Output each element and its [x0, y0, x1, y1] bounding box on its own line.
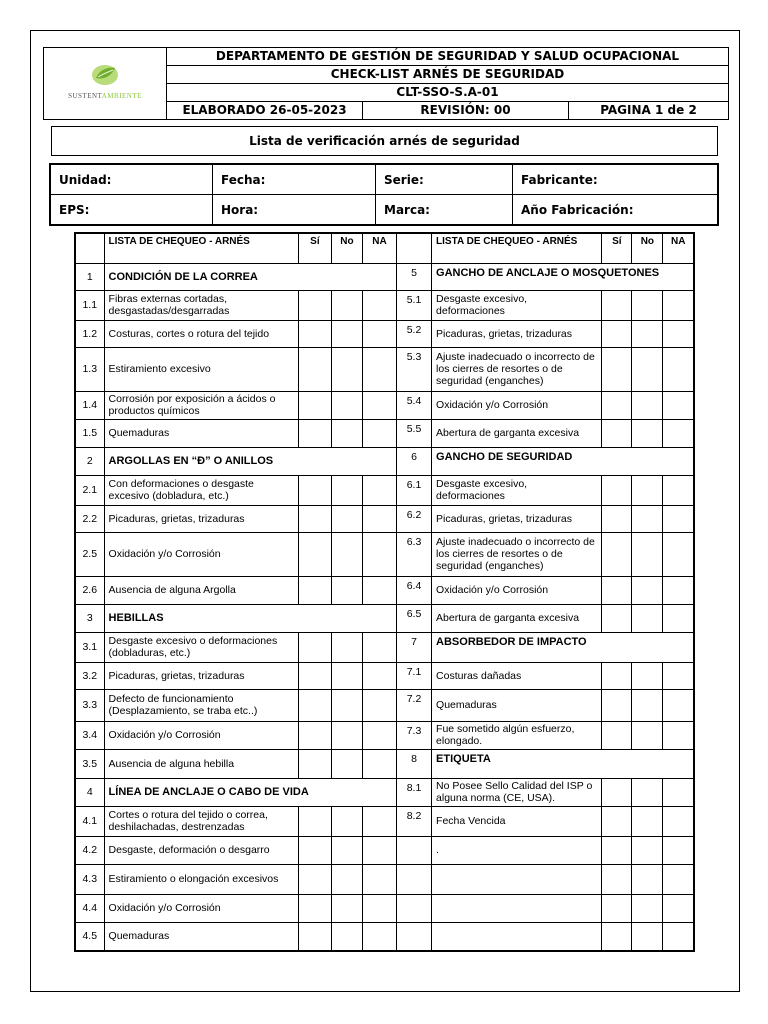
checklist-row [75, 320, 694, 347]
check-na-left[interactable] [362, 347, 396, 391]
item-text-right: No Posee Sello Calidad del ISP o alguna norma (CE, USA). [432, 778, 602, 806]
check-no-right[interactable] [632, 778, 663, 806]
fecha-field[interactable]: Fecha: [213, 164, 376, 195]
check-na-right[interactable] [663, 505, 694, 532]
item-number-left: 3.2 [75, 662, 104, 689]
check-na-right[interactable] [663, 778, 694, 806]
item-number-left: 3.1 [75, 632, 104, 662]
check-no-right[interactable] [632, 894, 663, 922]
check-si-left[interactable] [298, 505, 331, 532]
item-text-left: Defecto de funcionamiento (Desplazamiento, se traba etc..) [104, 689, 298, 721]
item-text-right [432, 922, 602, 951]
check-si-right[interactable] [602, 662, 632, 689]
item-number-right [397, 864, 432, 894]
item-number-left: 2.2 [75, 505, 104, 532]
item-number-left: 3.4 [75, 721, 104, 749]
check-no-right[interactable] [632, 721, 663, 749]
check-no-left[interactable] [331, 864, 362, 894]
check-si-right[interactable] [602, 347, 632, 391]
item-number-left: 4.5 [75, 922, 104, 951]
item-number-left: 1.1 [75, 290, 104, 320]
checklist-row [75, 576, 694, 604]
check-si-left[interactable] [298, 836, 331, 864]
check-na-left[interactable] [362, 532, 396, 576]
check-na-left[interactable] [362, 320, 396, 347]
section-title-left: LÍNEA DE ANCLAJE O CABO DE VIDA [104, 778, 396, 806]
item-text-left: Estiramiento excesivo [104, 347, 298, 391]
checklist-row [75, 689, 694, 721]
section-title-right: ETIQUETA [432, 749, 694, 778]
check-no-right[interactable] [632, 604, 663, 632]
checklist-row [75, 447, 694, 475]
item-text-right: . [432, 836, 602, 864]
checklist-row [75, 836, 694, 864]
section-title-left: CONDICIÓN DE LA CORREA [104, 263, 396, 290]
item-text-right [432, 894, 602, 922]
company-logo: SUSTENTAMBIENTE [44, 48, 167, 120]
check-no-left[interactable] [331, 806, 362, 836]
item-text-right: Fecha Vencida [432, 806, 602, 836]
check-no-right[interactable] [632, 532, 663, 576]
check-no-right[interactable] [632, 576, 663, 604]
check-na-left[interactable] [362, 632, 396, 662]
item-number-right: 7 [397, 632, 432, 662]
check-no-right[interactable] [632, 347, 663, 391]
item-text-right: Desgaste excesivo, deformaciones [432, 475, 602, 505]
checklist-row [75, 263, 694, 290]
checklist-row [75, 778, 694, 806]
check-na-right[interactable] [663, 806, 694, 836]
item-number-right: 6.2 [397, 505, 432, 532]
item-number-left: 3.3 [75, 689, 104, 721]
check-na-left[interactable] [362, 721, 396, 749]
check-si-left[interactable] [298, 532, 331, 576]
item-number-left: 4.1 [75, 806, 104, 836]
check-no-left[interactable] [331, 749, 362, 778]
hora-field[interactable]: Hora: [213, 195, 376, 226]
col-si-left: Sí [298, 233, 331, 263]
check-no-right[interactable] [632, 419, 663, 447]
check-na-left[interactable] [362, 689, 396, 721]
check-no-right[interactable] [632, 505, 663, 532]
item-text-left: Desgaste, deformación o desgarro [104, 836, 298, 864]
checklist-title: CHECK-LIST ARNÉS DE SEGURIDAD [167, 66, 729, 84]
anio-fabricacion-field[interactable]: Año Fabricación: [513, 195, 719, 226]
check-na-right[interactable] [663, 419, 694, 447]
checklist-row [75, 475, 694, 505]
check-na-right[interactable] [663, 347, 694, 391]
item-number-left: 2.6 [75, 576, 104, 604]
item-number-left: 1.4 [75, 391, 104, 419]
item-number-right: 7.3 [397, 721, 432, 749]
checklist-row [75, 604, 694, 632]
check-si-right[interactable] [602, 532, 632, 576]
item-number-right [397, 836, 432, 864]
check-na-left[interactable] [362, 475, 396, 505]
item-text-right: Ajuste inadecuado o incorrecto de los cierres de resortes o de seguridad (enganches) [432, 347, 602, 391]
item-text-left: Picaduras, grietas, trizaduras [104, 662, 298, 689]
check-na-left[interactable] [362, 836, 396, 864]
col-num-right [397, 233, 432, 263]
checklist-row [75, 749, 694, 778]
check-si-right[interactable] [602, 721, 632, 749]
check-si-left[interactable] [298, 662, 331, 689]
item-text-left: Con deformaciones o desgaste excesivo (dobladura, etc.) [104, 475, 298, 505]
col-no-left: No [331, 233, 362, 263]
section-title-right: ABSORBEDOR DE IMPACTO [432, 632, 694, 662]
check-si-right[interactable] [602, 689, 632, 721]
item-text-left: Oxidación y/o Corrosión [104, 894, 298, 922]
check-si-right[interactable] [602, 290, 632, 320]
check-na-right[interactable] [663, 604, 694, 632]
checklist-row [75, 347, 694, 391]
check-na-right[interactable] [663, 576, 694, 604]
check-no-left[interactable] [331, 347, 362, 391]
check-na-left[interactable] [362, 505, 396, 532]
col-no-right: No [632, 233, 663, 263]
item-number-right: 6.5 [397, 604, 432, 632]
item-number-right: 5.5 [397, 419, 432, 447]
item-number-right: 5 [397, 263, 432, 290]
check-no-left[interactable] [331, 505, 362, 532]
check-si-right[interactable] [602, 836, 632, 864]
revision-number: REVISIÓN: 00 [363, 102, 569, 120]
item-text-left: Ausencia de alguna hebilla [104, 749, 298, 778]
check-si-left[interactable] [298, 475, 331, 505]
item-number-left: 2 [75, 447, 104, 475]
check-no-left[interactable] [331, 576, 362, 604]
check-na-right[interactable] [663, 836, 694, 864]
check-si-left[interactable] [298, 894, 331, 922]
checklist-row [75, 419, 694, 447]
item-number-left: 2.1 [75, 475, 104, 505]
check-na-left[interactable] [362, 749, 396, 778]
item-text-right: Costuras dañadas [432, 662, 602, 689]
check-no-left[interactable] [331, 922, 362, 951]
check-no-right[interactable] [632, 836, 663, 864]
check-na-left[interactable] [362, 419, 396, 447]
check-si-left[interactable] [298, 290, 331, 320]
item-text-right: Abertura de garganta excesiva [432, 419, 602, 447]
item-number-right: 5.1 [397, 290, 432, 320]
check-na-right[interactable] [663, 662, 694, 689]
check-si-right[interactable] [602, 419, 632, 447]
col-si-right: Sí [602, 233, 632, 263]
item-number-left: 4.4 [75, 894, 104, 922]
check-si-left[interactable] [298, 749, 331, 778]
item-text-right: Picaduras, grietas, trizaduras [432, 505, 602, 532]
item-number-right: 8.1 [397, 778, 432, 806]
check-no-left[interactable] [331, 689, 362, 721]
check-no-left[interactable] [331, 836, 362, 864]
item-number-right: 7.2 [397, 689, 432, 721]
col-item-right: LISTA DE CHEQUEO - ARNÉS [432, 233, 602, 263]
section-title-left: HEBILLAS [104, 604, 396, 632]
check-na-left[interactable] [362, 662, 396, 689]
item-number-right: 8 [397, 749, 432, 778]
item-text-left: Picaduras, grietas, trizaduras [104, 505, 298, 532]
item-text-right: Quemaduras [432, 689, 602, 721]
check-na-left[interactable] [362, 290, 396, 320]
checklist-header-row [75, 233, 694, 263]
item-text-left: Oxidación y/o Corrosión [104, 721, 298, 749]
check-no-left[interactable] [331, 475, 362, 505]
check-si-left[interactable] [298, 864, 331, 894]
item-number-right: 6.4 [397, 576, 432, 604]
check-si-right[interactable] [602, 864, 632, 894]
checklist-row [75, 894, 694, 922]
item-number-left: 3.5 [75, 749, 104, 778]
section-title-right: GANCHO DE ANCLAJE O MOSQUETONES [432, 263, 694, 290]
marca-field[interactable]: Marca: [376, 195, 513, 226]
item-number-right: 5.4 [397, 391, 432, 419]
check-na-left[interactable] [362, 391, 396, 419]
item-text-left: Quemaduras [104, 419, 298, 447]
check-si-left[interactable] [298, 576, 331, 604]
check-no-right[interactable] [632, 922, 663, 951]
item-number-right: 5.3 [397, 347, 432, 391]
checklist-table [74, 232, 695, 952]
item-text-left: Estiramiento o elongación excesivos [104, 864, 298, 894]
list-title: Lista de verificación arnés de seguridad [51, 126, 718, 156]
item-text-left: Cortes o rotura del tejido o correa, deshilachadas, destrenzadas [104, 806, 298, 836]
item-text-right: Desgaste excesivo, deformaciones [432, 290, 602, 320]
check-si-left[interactable] [298, 320, 331, 347]
check-no-left[interactable] [331, 290, 362, 320]
check-si-right[interactable] [602, 320, 632, 347]
check-no-right[interactable] [632, 475, 663, 505]
check-no-right[interactable] [632, 864, 663, 894]
checklist-row [75, 532, 694, 576]
item-text-left: Quemaduras [104, 922, 298, 951]
check-si-left[interactable] [298, 347, 331, 391]
document-page [30, 30, 740, 992]
item-text-left: Corrosión por exposición a ácidos o productos químicos [104, 391, 298, 419]
department-title: DEPARTAMENTO DE GESTIÓN DE SEGURIDAD Y SALUD OCUPACIONAL [167, 48, 729, 66]
check-na-right[interactable] [663, 290, 694, 320]
checklist-row [75, 505, 694, 532]
check-si-right[interactable] [602, 391, 632, 419]
item-number-right: 6.1 [397, 475, 432, 505]
check-no-left[interactable] [331, 894, 362, 922]
info-fields [49, 163, 719, 226]
check-si-right[interactable] [602, 604, 632, 632]
check-no-left[interactable] [331, 662, 362, 689]
check-si-right[interactable] [602, 894, 632, 922]
item-number-left: 1.2 [75, 320, 104, 347]
col-na-left: NA [362, 233, 396, 263]
item-number-left: 1.3 [75, 347, 104, 391]
item-number-left: 4.3 [75, 864, 104, 894]
check-no-right[interactable] [632, 320, 663, 347]
checklist-row [75, 662, 694, 689]
check-si-right[interactable] [602, 922, 632, 951]
check-no-right[interactable] [632, 290, 663, 320]
col-na-right: NA [663, 233, 694, 263]
checklist-row [75, 721, 694, 749]
fabricante-field[interactable]: Fabricante: [513, 164, 719, 195]
item-number-right: 8.2 [397, 806, 432, 836]
check-no-left[interactable] [331, 391, 362, 419]
item-text-right: Fue sometido algún esfuerzo, elongado. [432, 721, 602, 749]
check-no-left[interactable] [331, 320, 362, 347]
document-header [43, 47, 729, 120]
check-no-right[interactable] [632, 662, 663, 689]
check-no-left[interactable] [331, 532, 362, 576]
check-no-right[interactable] [632, 806, 663, 836]
checklist-row [75, 806, 694, 836]
check-na-right[interactable] [663, 689, 694, 721]
check-si-left[interactable] [298, 689, 331, 721]
item-number-right: 6 [397, 447, 432, 475]
item-text-left: Fibras externas cortadas, desgastadas/desgarradas [104, 290, 298, 320]
check-na-right[interactable] [663, 391, 694, 419]
section-title-left: ARGOLLAS EN “Ð” O ANILLOS [104, 447, 396, 475]
check-na-right[interactable] [663, 532, 694, 576]
check-si-right[interactable] [602, 778, 632, 806]
check-na-right[interactable] [663, 922, 694, 951]
check-na-left[interactable] [362, 894, 396, 922]
check-na-left[interactable] [362, 576, 396, 604]
checklist-row [75, 290, 694, 320]
serie-field[interactable]: Serie: [376, 164, 513, 195]
check-na-left[interactable] [362, 922, 396, 951]
eps-field[interactable]: EPS: [50, 195, 213, 226]
check-si-right[interactable] [602, 505, 632, 532]
item-number-right: 6.3 [397, 532, 432, 576]
item-text-right: Ajuste inadecuado o incorrecto de los cierres de resortes o de seguridad (enganches) [432, 532, 602, 576]
col-num-left [75, 233, 104, 263]
item-text-left: Costuras, cortes o rotura del tejido [104, 320, 298, 347]
check-si-left[interactable] [298, 922, 331, 951]
checklist-row [75, 864, 694, 894]
checklist-row [75, 391, 694, 419]
item-text-right: Oxidación y/o Corrosión [432, 576, 602, 604]
item-number-left: 2.5 [75, 532, 104, 576]
check-si-left[interactable] [298, 806, 331, 836]
checklist-row [75, 632, 694, 662]
item-number-right: 5.2 [397, 320, 432, 347]
item-text-left: Desgaste excesivo o deformaciones (dobladuras, etc.) [104, 632, 298, 662]
item-number-right [397, 922, 432, 951]
check-si-left[interactable] [298, 632, 331, 662]
item-number-left: 4 [75, 778, 104, 806]
item-number-left: 3 [75, 604, 104, 632]
item-number-right: 7.1 [397, 662, 432, 689]
elaborado-date: ELABORADO 26-05-2023 [167, 102, 363, 120]
check-na-left[interactable] [362, 806, 396, 836]
check-na-right[interactable] [663, 721, 694, 749]
check-no-right[interactable] [632, 689, 663, 721]
checklist-row [75, 922, 694, 951]
item-text-right: Oxidación y/o Corrosión [432, 391, 602, 419]
unidad-field[interactable]: Unidad: [50, 164, 213, 195]
check-si-right[interactable] [602, 576, 632, 604]
check-no-left[interactable] [331, 632, 362, 662]
check-na-right[interactable] [663, 864, 694, 894]
check-si-left[interactable] [298, 391, 331, 419]
check-no-left[interactable] [331, 721, 362, 749]
check-no-right[interactable] [632, 391, 663, 419]
check-na-right[interactable] [663, 475, 694, 505]
item-number-right [397, 894, 432, 922]
item-number-left: 4.2 [75, 836, 104, 864]
check-si-right[interactable] [602, 475, 632, 505]
item-text-right: Picaduras, grietas, trizaduras [432, 320, 602, 347]
check-si-right[interactable] [602, 806, 632, 836]
check-no-left[interactable] [331, 419, 362, 447]
item-number-left: 1 [75, 263, 104, 290]
check-na-right[interactable] [663, 320, 694, 347]
document-code: CLT-SSO-S.A-01 [167, 84, 729, 102]
section-title-right: GANCHO DE SEGURIDAD [432, 447, 694, 475]
item-text-left: Ausencia de alguna Argolla [104, 576, 298, 604]
col-item-left: LISTA DE CHEQUEO - ARNÉS [104, 233, 298, 263]
item-text-right: Abertura de garganta excesiva [432, 604, 602, 632]
check-si-left[interactable] [298, 721, 331, 749]
item-text-right [432, 864, 602, 894]
check-na-left[interactable] [362, 864, 396, 894]
page-number: PAGINA 1 de 2 [569, 102, 729, 120]
item-number-left: 1.5 [75, 419, 104, 447]
check-na-right[interactable] [663, 894, 694, 922]
leaf-logo-icon [90, 63, 120, 87]
item-text-left: Oxidación y/o Corrosión [104, 532, 298, 576]
check-si-left[interactable] [298, 419, 331, 447]
